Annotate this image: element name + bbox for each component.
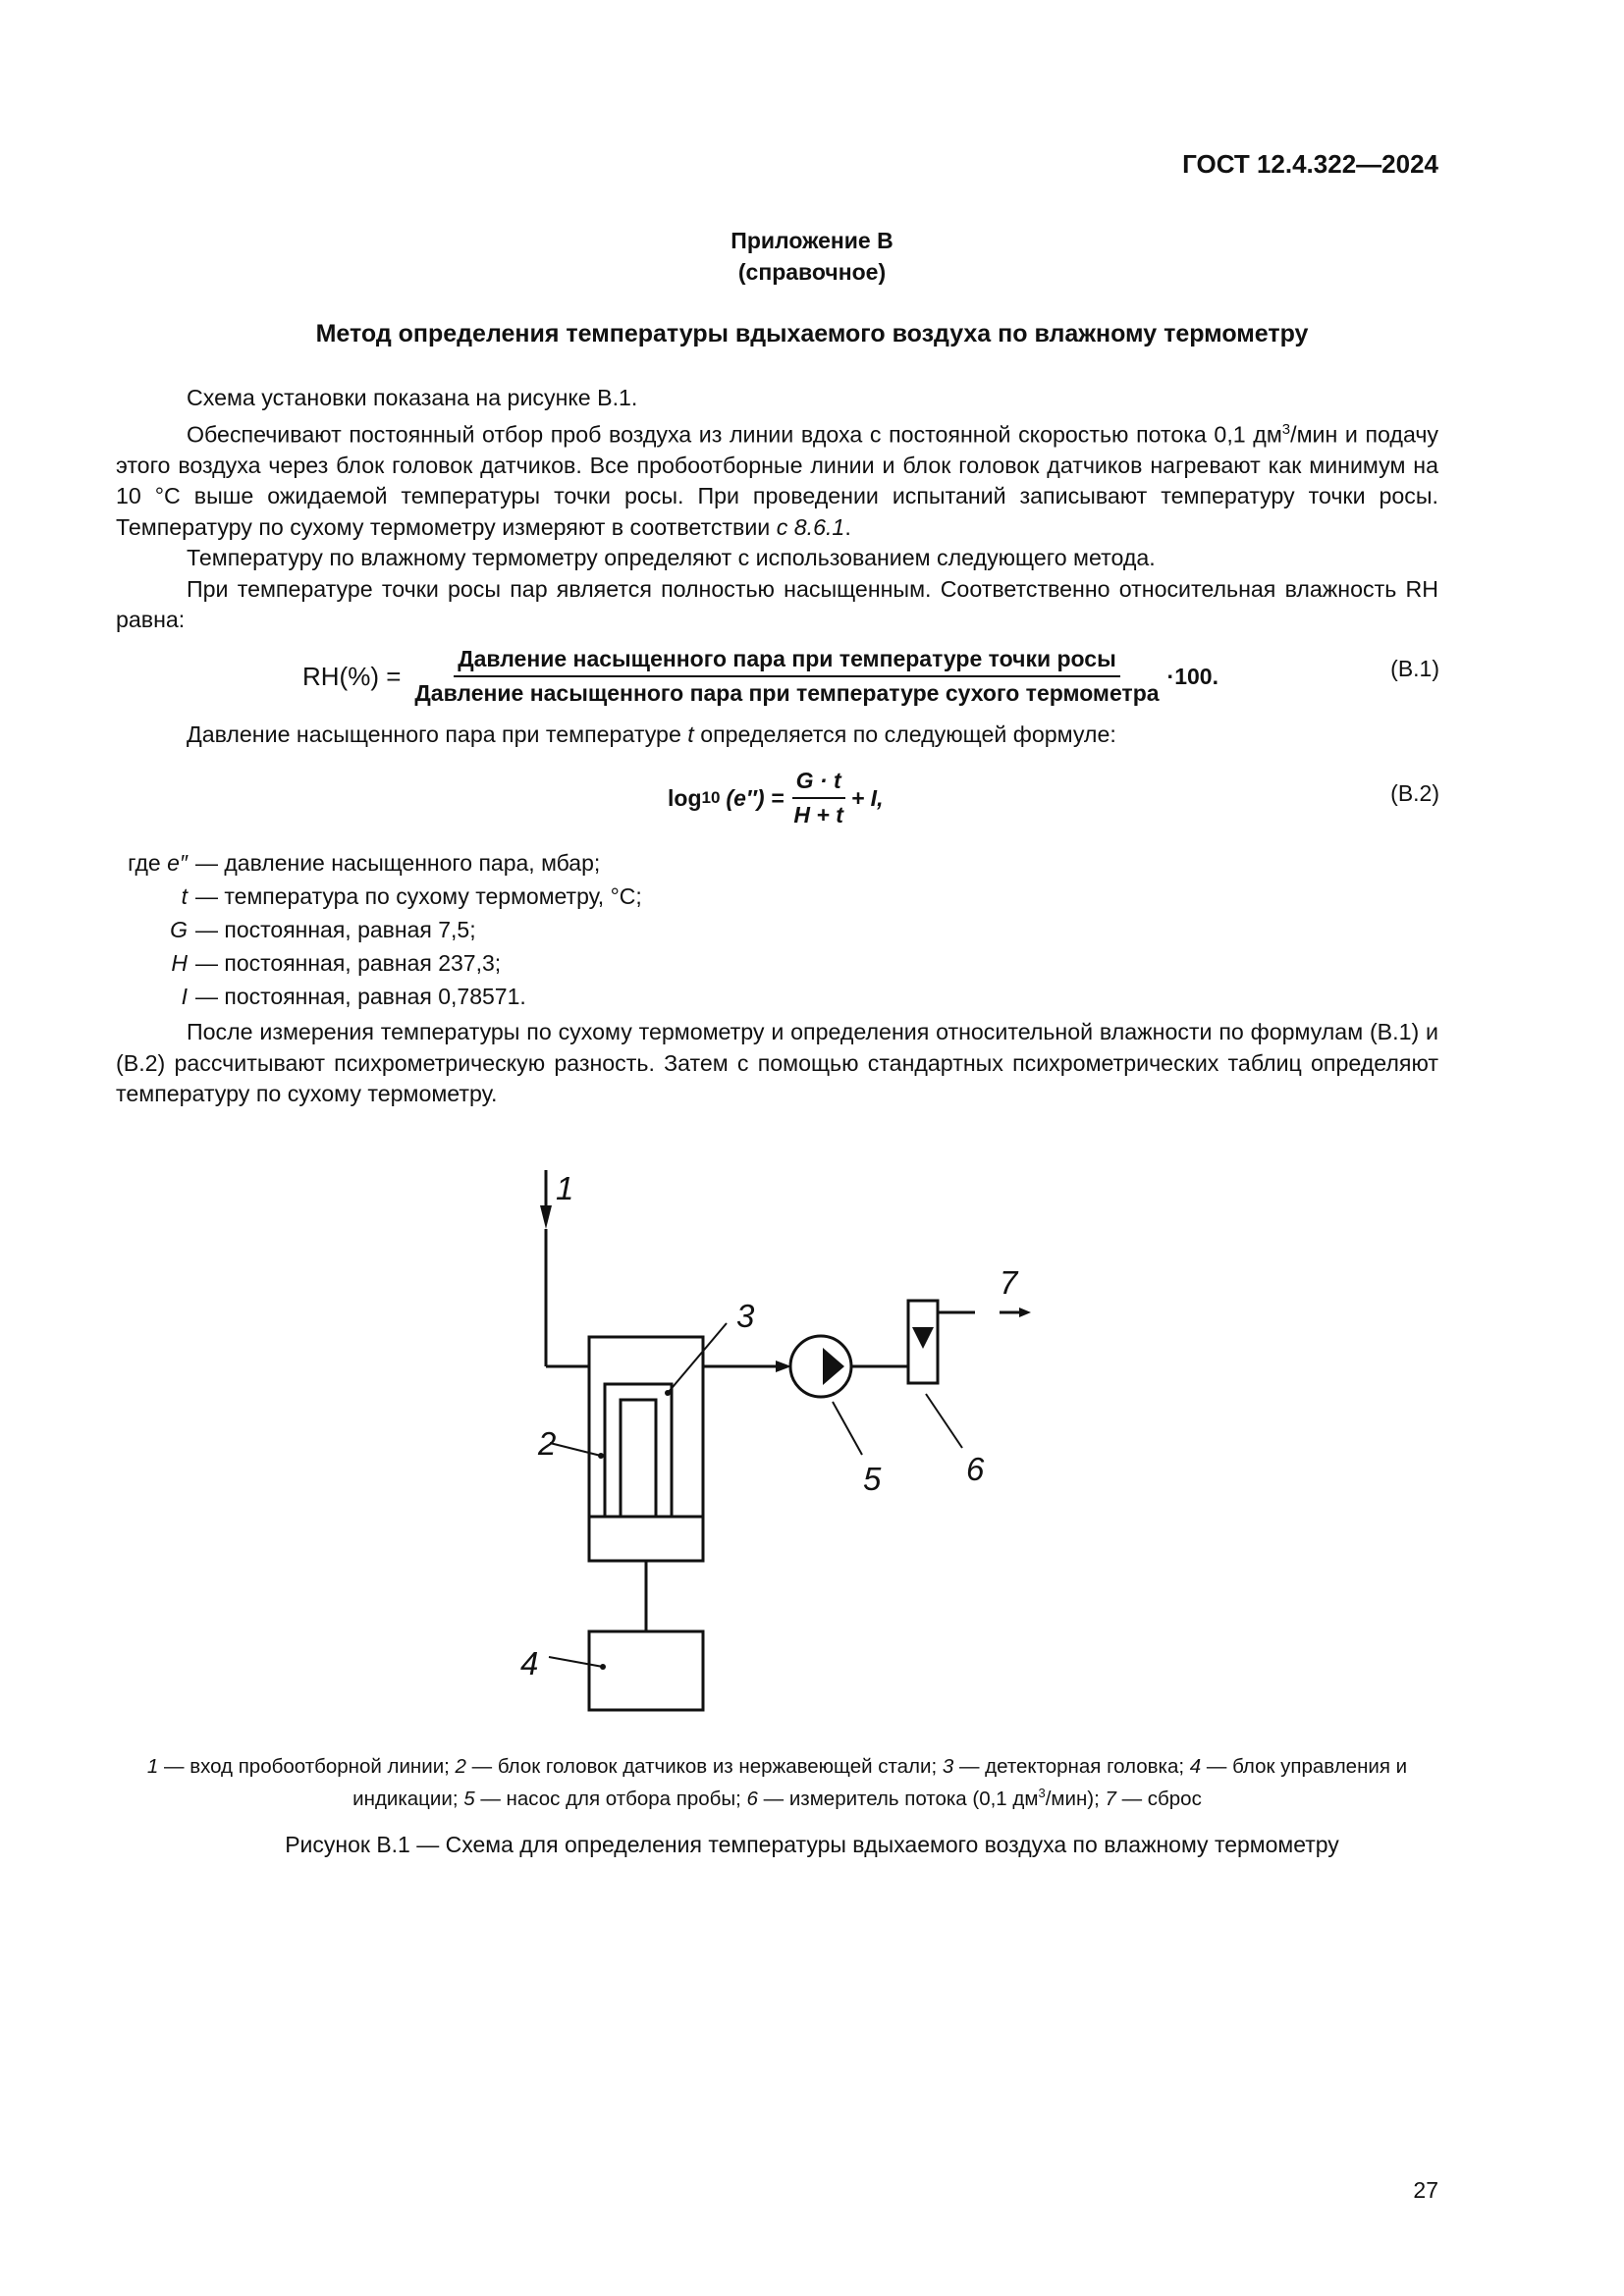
caption-text: — сброс: [1115, 1787, 1202, 1810]
fig-label-1: 1: [556, 1170, 574, 1206]
eq2-lhs-arg: (e″) =: [726, 784, 785, 811]
eq2-denominator: H + t: [793, 802, 843, 828]
fig-label-2: 2: [538, 1425, 557, 1462]
legend-text: — постоянная, равная 237,3;: [195, 950, 502, 976]
intro-p2-sup: 3: [1281, 420, 1291, 438]
intro-p3: Температуру по влажному термометру определяют с использованием следующего метода.: [187, 545, 1156, 571]
fig-label-7: 7: [1000, 1264, 1018, 1301]
legend-text: — постоянная, равная 0,78571.: [195, 984, 526, 1009]
intro-p2-b: /мин и подачу этого воздуха через блок головок датчиков. Все пробоотборные линии и блок головок датчиков нагревают как минимум на 10 °С выше ожидаемой температуры точки росы. При проведении испытаний записывают температуру точки росы. Температуру по сухому термометру измеряют в соответствии: [116, 421, 1439, 540]
figure-caption: [116, 1753, 1438, 1812]
eq1-lhs: RH(%) =: [302, 661, 402, 691]
detector-head-inner: [621, 1400, 656, 1517]
intro-p2-c: .: [844, 513, 851, 540]
leader-4: [549, 1657, 603, 1667]
text-between-a: Давление насыщенного пара при температуре: [187, 721, 688, 747]
caption-text: — блок управления и индикации;: [352, 1755, 1408, 1810]
inlet-arrow-head: [540, 1205, 552, 1229]
appendix-type: (справочное): [737, 259, 887, 285]
legend-text: — температура по сухому термометру, °С;: [195, 883, 642, 909]
caption-sup: 3: [1038, 1786, 1046, 1800]
leader-dot-3: [665, 1390, 671, 1396]
flow-meter-indicator-icon: [912, 1327, 934, 1349]
leader-6: [926, 1394, 962, 1448]
legend-text: — постоянная, равная 7,5;: [195, 917, 476, 942]
caption-text: — детекторная головка;: [953, 1755, 1190, 1778]
fig-label-3: 3: [736, 1298, 755, 1334]
intro-p2-ref: с 8.6.1: [776, 513, 845, 540]
fig-label-5: 5: [863, 1461, 882, 1497]
caption-num: 5: [463, 1787, 475, 1810]
text-between-b: определяется по следующей формуле:: [693, 721, 1116, 747]
detector-head-outer: [605, 1384, 672, 1517]
fig-label-4: 4: [520, 1645, 539, 1682]
intro-p4: При температуре точки росы пар является полностью насыщенным. Соответственно относительная влажность RH равна:: [116, 575, 1438, 633]
eq2-lhs-sub: 10: [701, 788, 721, 807]
legend-text: — давление насыщенного пара, мбар;: [195, 850, 601, 876]
pump-triangle-icon: [823, 1348, 844, 1385]
figure-title: Рисунок В.1 — Схема для определения температуры вдыхаемого воздуха по влажному термометру: [285, 1832, 1339, 1857]
leader-dot-4: [600, 1664, 606, 1670]
eq2-number: (B.2): [1390, 780, 1439, 806]
legend-sym: I: [181, 984, 188, 1009]
caption-text: /мин);: [1045, 1787, 1106, 1810]
legend-sym: H: [171, 950, 188, 976]
caption-num: 6: [746, 1787, 758, 1810]
leader-5: [833, 1402, 862, 1455]
section-title: Метод определения температуры вдыхаемого воздуха по влажному термометру: [315, 320, 1309, 347]
eq1-number: (B.1): [1390, 656, 1439, 681]
eq1-denominator: Давление насыщенного пара при температуре сухого термометра: [414, 680, 1160, 706]
leader-dot-2: [598, 1453, 604, 1459]
caption-text: — измеритель потока (0,1 дм: [757, 1787, 1039, 1810]
caption-num: 1: [146, 1755, 159, 1778]
caption-text: — вход пробоотборной линии;: [158, 1755, 456, 1778]
control-unit-box: [589, 1631, 703, 1710]
eq2-numerator: G · t: [792, 768, 845, 799]
eq1-numerator: Давление насыщенного пара при температуре точки росы: [454, 646, 1119, 677]
detector-head-inner-line: [621, 1400, 656, 1517]
pump-inlet-arrow-head: [776, 1361, 791, 1372]
document-number: ГОСТ 12.4.322—2024: [1182, 149, 1438, 179]
caption-text: — блок головок датчиков из нержавеющей стали;: [465, 1755, 943, 1778]
legend-prefix: где: [128, 850, 168, 876]
eq2-lhs: log: [668, 784, 702, 811]
eq2-tail: + I,: [850, 784, 884, 811]
legend-sym: t: [181, 883, 188, 909]
legend-sym: G: [170, 917, 188, 942]
fig-label-6: 6: [966, 1451, 985, 1487]
leader-3: [668, 1323, 727, 1393]
caption-num: 3: [942, 1755, 954, 1778]
appendix-label: Приложение В: [731, 228, 893, 253]
intro-p2-a: Обеспечивают постоянный отбор проб воздуха из линии вдоха с постоянной скоростью потока 0,1 дм: [187, 421, 1282, 448]
page-number: 27: [1413, 2177, 1438, 2203]
caption-text: — насос для отбора пробы;: [474, 1787, 747, 1810]
caption-num: 4: [1189, 1755, 1202, 1778]
caption-num: 2: [455, 1755, 466, 1778]
intro-p1: Схема установки показана на рисунке В.1.: [187, 385, 638, 410]
after-text-p: После измерения температуры по сухому термометру и определения относительной влажности по формулам (B.1) и (B.2) рассчитывают психрометрическую разность. Затем с помощью стандартных психрометрических таблиц определяют температуру по сухому термометру.: [116, 1019, 1438, 1106]
legend-sym: e″: [167, 850, 188, 876]
text-between-var: t: [687, 721, 694, 747]
leader-2: [550, 1443, 601, 1456]
eq1-tail: ·100.: [1166, 663, 1218, 689]
caption-num: 7: [1105, 1787, 1116, 1810]
exhaust-arrow-head: [1019, 1308, 1031, 1317]
